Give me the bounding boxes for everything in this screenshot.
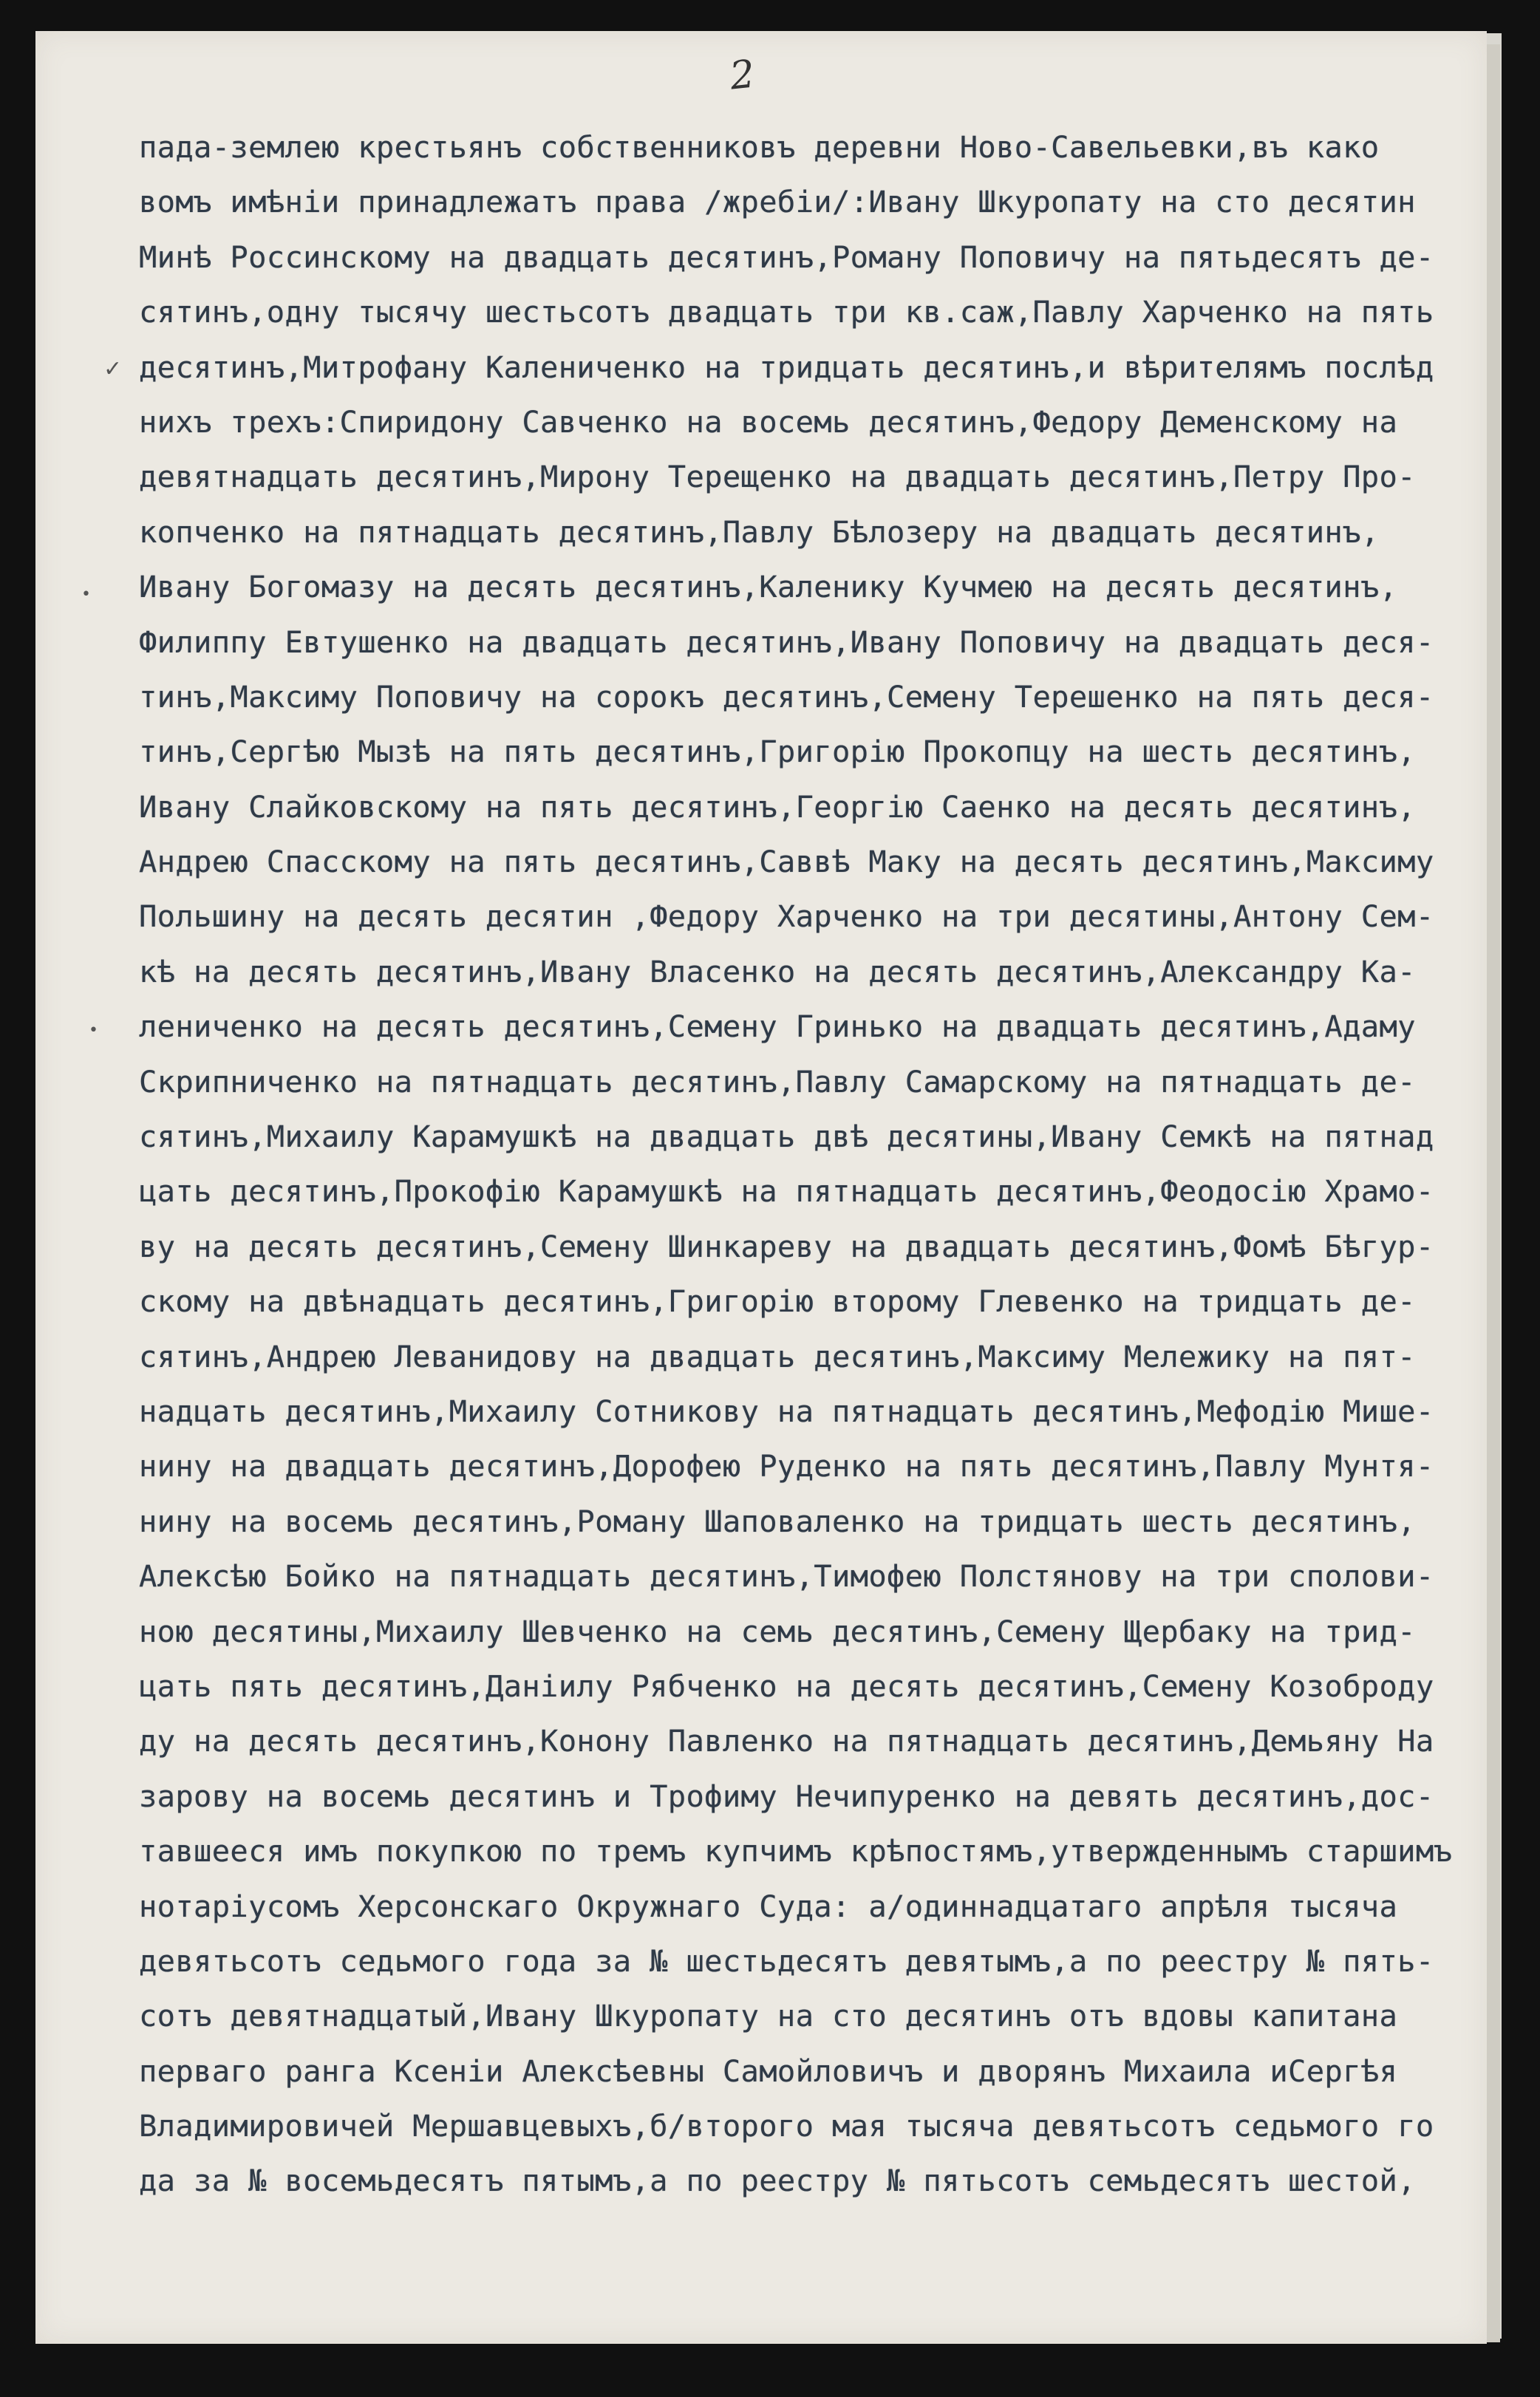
text-line: сятинъ,Михаилу Карамушкѣ на двадцать двѣ десятины,Ивану Семкѣ на пятнад (139, 1119, 1434, 1155)
text-line: сотъ девятнадцатый,Ивану Шкуропату на сто десятинъ отъ вдовы капитана (139, 1998, 1398, 2034)
text-line: цать десятинъ,Прокофію Карамушкѣ на пятнадцать десятинъ,Феодосію Храмо- (139, 1173, 1434, 1210)
text-line: девятьсотъ седьмого года за № шестьдесятъ девятымъ,а по реестру № пять- (139, 1943, 1434, 1979)
page-number: 2 (727, 52, 757, 99)
text-line: нину на двадцать десятинъ,Дорофею Руденко на пять десятинъ,Павлу Мунтя- (139, 1448, 1434, 1484)
text-line: кѣ на десять десятинъ,Ивану Власенко на десять десятинъ,Александру Ка- (139, 953, 1416, 989)
text-line: ву на десять десятинъ,Семену Шинкареву на двадцать десятинъ,Фомѣ Бѣгур- (139, 1228, 1434, 1264)
text-line: да за № восемьдесятъ пятымъ,а по реестру № пятьсотъ семьдесятъ шестой, (139, 2163, 1416, 2199)
text-line: перваго ранга Ксеніи Алексѣевны Самойловичъ и дворянъ Михаила иСергѣя (139, 2053, 1398, 2089)
text-line: зарову на восемь десятинъ и Трофиму Нечипуренко на девять десятинъ,дос- (139, 1778, 1434, 1814)
text-line: девятнадцать десятинъ,Мирону Терещенко на двадцать десятинъ,Петру Про- (139, 459, 1416, 495)
text-line: сятинъ,Андрею Леванидову на двадцать десятинъ,Максиму Мележику на пят- (139, 1338, 1416, 1374)
text-line: цать пять десятинъ,Даніилу Рябченко на десять десятинъ,Семену Козоброду (139, 1668, 1434, 1704)
text-line: нихъ трехъ:Спиридону Савченко на восемь десятинъ,Федору Деменскому на (139, 403, 1398, 440)
text-line: пада-землею крестьянъ собственниковъ деревни Ново-Савельевки,въ како (139, 129, 1380, 165)
document-page (35, 31, 1487, 2344)
text-line: десятинъ,Митрофану Калениченко на тридцать десятинъ,и вѣрителямъ послѣд (139, 349, 1434, 385)
text-line: нотаріусомъ Херсонскаго Окружнаго Суда: а/одиннадцатаго апрѣля тысяча (139, 1888, 1398, 1924)
text-line: тавшееся имъ покупкою по тремъ купчимъ крѣпостямъ,утвержденнымъ старшимъ (139, 1833, 1453, 1869)
text-line: скому на двѣнадцать десятинъ,Григорію второму Глевенко на тридцать де- (139, 1283, 1416, 1320)
text-line: Польшину на десять десятин ,Федору Харченко на три десятины,Антону Сем- (139, 899, 1434, 935)
text-line: Скрипниченко на пятнадцать десятинъ,Павлу Самарскому на пятнадцать де- (139, 1063, 1416, 1099)
margin-dot-2: • (89, 1021, 98, 1040)
text-line: тинъ,Сергѣю Мызѣ на пять десятинъ,Григорію Прокопцу на шесть десятинъ, (139, 734, 1416, 770)
typewritten-text (139, 120, 1499, 2209)
text-line: Ивану Богомазу на десять десятинъ,Каленику Кучмею на десять десятинъ, (139, 569, 1398, 605)
text-line: надцать десятинъ,Михаилу Сотникову на пятнадцать десятинъ,Мефодію Мише- (139, 1393, 1434, 1429)
text-line: копченко на пятнадцать десятинъ,Павлу Бѣлозеру на двадцать десятинъ, (139, 514, 1380, 550)
text-line: Владимировичей Мершавцевыхъ,б/второго мая тысяча девятьсотъ седьмого го (139, 2108, 1434, 2144)
text-line: лениченко на десять десятинъ,Семену Гринько на двадцать десятинъ,Адаму (139, 1009, 1416, 1045)
text-line: Андрею Спасскому на пять десятинъ,Саввѣ Маку на десять десятинъ,Максиму (139, 844, 1434, 880)
text-line: нину на восемь десятинъ,Роману Шаповаленко на тридцать шесть десятинъ, (139, 1503, 1416, 1539)
margin-dot: • (81, 585, 91, 604)
text-line: сятинъ,одну тысячу шестьсотъ двадцать три кв.саж,Павлу Харченко на пять (139, 294, 1434, 330)
text-line: тинъ,Максиму Поповичу на сорокъ десятинъ,Семену Терешенко на пять деся- (139, 678, 1434, 715)
text-line: Минѣ Россинскому на двадцать десятинъ,Роману Поповичу на пятьдесятъ де- (139, 239, 1434, 275)
text-line: Филиппу Евтушенко на двадцать десятинъ,Ивану Поповичу на двадцать деся- (139, 624, 1434, 660)
text-line: ду на десять десятинъ,Конону Павленко на пятнадцать десятинъ,Демьяну На (139, 1723, 1434, 1759)
text-line: вомъ имѣніи принадлежатъ права /жребіи/:Ивану Шкуропату на сто десятин (139, 184, 1416, 220)
text-line: ною десятины,Михаилу Шевченко на семь десятинъ,Семену Щербаку на трид- (139, 1613, 1416, 1649)
text-line: Алексѣю Бойко на пятнадцать десятинъ,Тимофею Полстянову на три сполови- (139, 1558, 1434, 1595)
text-line: Ивану Слайковскому на пять десятинъ,Георгію Саенко на десять десятинъ, (139, 788, 1416, 825)
margin-checkmark: ✓ (103, 356, 123, 382)
